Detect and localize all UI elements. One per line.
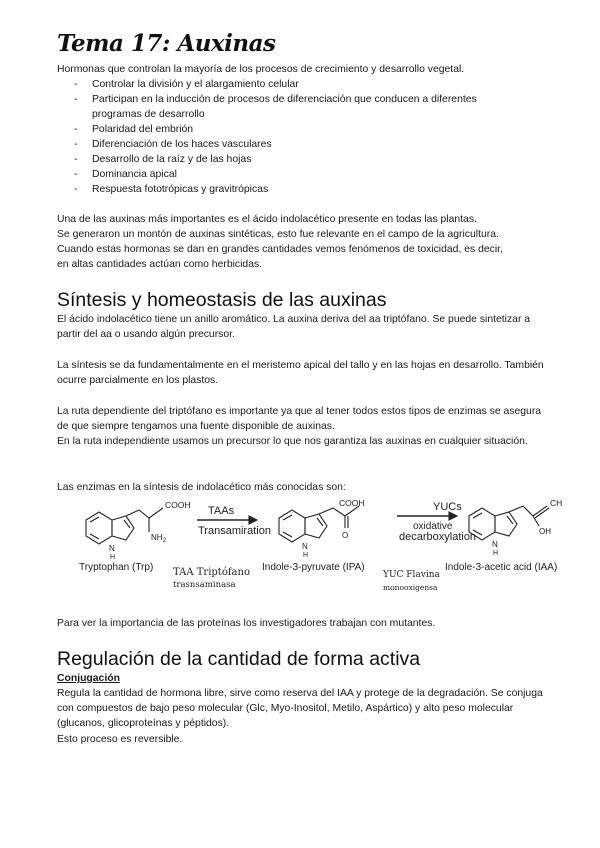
sintesis-p2: La síntesis se da fundamentalmente en el meristemo apical del tallo y en las hojas en desarrollo. También ocurre parcialmente en los plastos. [57,360,544,386]
h-label-2: H [303,552,309,559]
nh2-label: $NH_2$ [151,533,166,544]
n-label-3: N [492,540,498,549]
section-heading-regulacion: Regulación de la cantidad de forma activa [57,648,421,670]
auxinas-paragraph [57,212,547,272]
h-label-1: H [110,554,116,561]
list-item: - Participan en la inducción de procesos de diferenciación que conducen a diferentes programas de desarrollo [57,92,527,122]
sintesis-p6: Para ver la importancia de las proteínas los investigadores trabajan con mutantes. [57,618,436,629]
list-item: - Desarrollo de la raíz y de las hojas [57,152,527,167]
note-taa: TAA Triptófano [173,567,250,578]
cooh-label-2: COOH [339,498,365,508]
paragraph-line: Se generaron un montón de auxinas sintéticas, esto fue relevante en el campo de la agricultura. [57,229,499,240]
oh-label: OH [539,527,551,536]
conjugacion-p2: Esto proceso es reversible. [57,734,183,745]
o-label: O [342,531,349,540]
list-item: - Dominancia apical [57,167,527,182]
n-label-1: N [109,544,115,553]
note-taa-sub: trasnsaminasa [173,580,236,590]
subheading-conjugacion: Conjugación [57,673,120,684]
reaction-label-decarboxylation: decarboxylation [399,531,477,543]
sintesis-p5: Las enzimas en la síntesis de indolacético más conocidas son: [57,482,346,493]
note-yuc-sub: monooxigensa [383,583,438,592]
sintesis-p3: La ruta dependiente del triptófano es importante ya que al tener todos estos tipos de enzimas se asegura de que siempre tengamos una fuente disponible de auxinas. [57,406,542,432]
cooh-label-1: COOH [165,500,191,510]
reaction-label-transamiration: Transamiration [198,525,271,537]
enzyme-label-yucs: YUCs [433,501,462,513]
h-label-3: H [493,550,499,557]
list-item: - Polaridad del embrión [57,122,527,137]
sintesis-p1: El ácido indolacético tiene un anillo aromático. La auxina deriva del aa triptófano. Se puede sintetizar a partir del aa o usando algún precursor. [57,314,531,340]
paragraph-line: en altas cantidades actúan como herbicidas. [57,259,263,270]
list-item: - Respuesta fototrópicas y gravitrópicas [57,182,527,197]
section-heading-sintesis: Síntesis y homeostasis de las auxinas [57,289,387,311]
reaction-label-oxidative: oxidative [413,521,453,532]
functions-list [57,77,527,197]
paragraph-line: Una de las auxinas más importantes es el ácido indolacético presente en todas las plantas. [57,214,477,225]
intro-text: Hormonas que controlan la mayoría de los procesos de crecimiento y desarrollo vegetal. [57,64,465,75]
conjugacion-p1: Regula la cantidad de hormona libre, sirve como reserva del IAA y protege de la degradación. Se conjuga con compuestos de bajo peso molecular (Glc, Myo-Inositol, Metilo, Aspártico) y alto peso molecular (glucanos, glicoproteínas y péptidos). [57,688,543,729]
auxin-synthesis-diagram [77,494,577,606]
ch-label: CH [550,498,563,508]
list-item: - Controlar la división y el alargamiento celular [57,77,527,92]
compound-label-iaa: Indole-3-acetic acid (IAA) [445,562,558,573]
sintesis-p4: En la ruta independiente usamos un precursor lo que nos garantiza las auxinas en cualquier situación. [57,436,528,447]
note-yuc: YUC Flavina [383,570,440,580]
list-item: - Diferenciación de los haces vasculares [57,137,527,152]
n-label-2: N [302,542,308,551]
enzyme-label-taas: TAAs [208,505,235,517]
paragraph-line: Cuando estas hormonas se dan en grandes cantidades vemos fenómenos de toxicidad, es decir, [57,244,503,255]
compound-label-tryptophan: Tryptophan (Trp) [79,562,154,573]
compound-label-ipa: Indole-3-pyruvate (IPA) [262,562,365,573]
indole-acetic-acid-structure [469,506,549,540]
page-title: Tema 17: Auxinas [57,30,276,57]
